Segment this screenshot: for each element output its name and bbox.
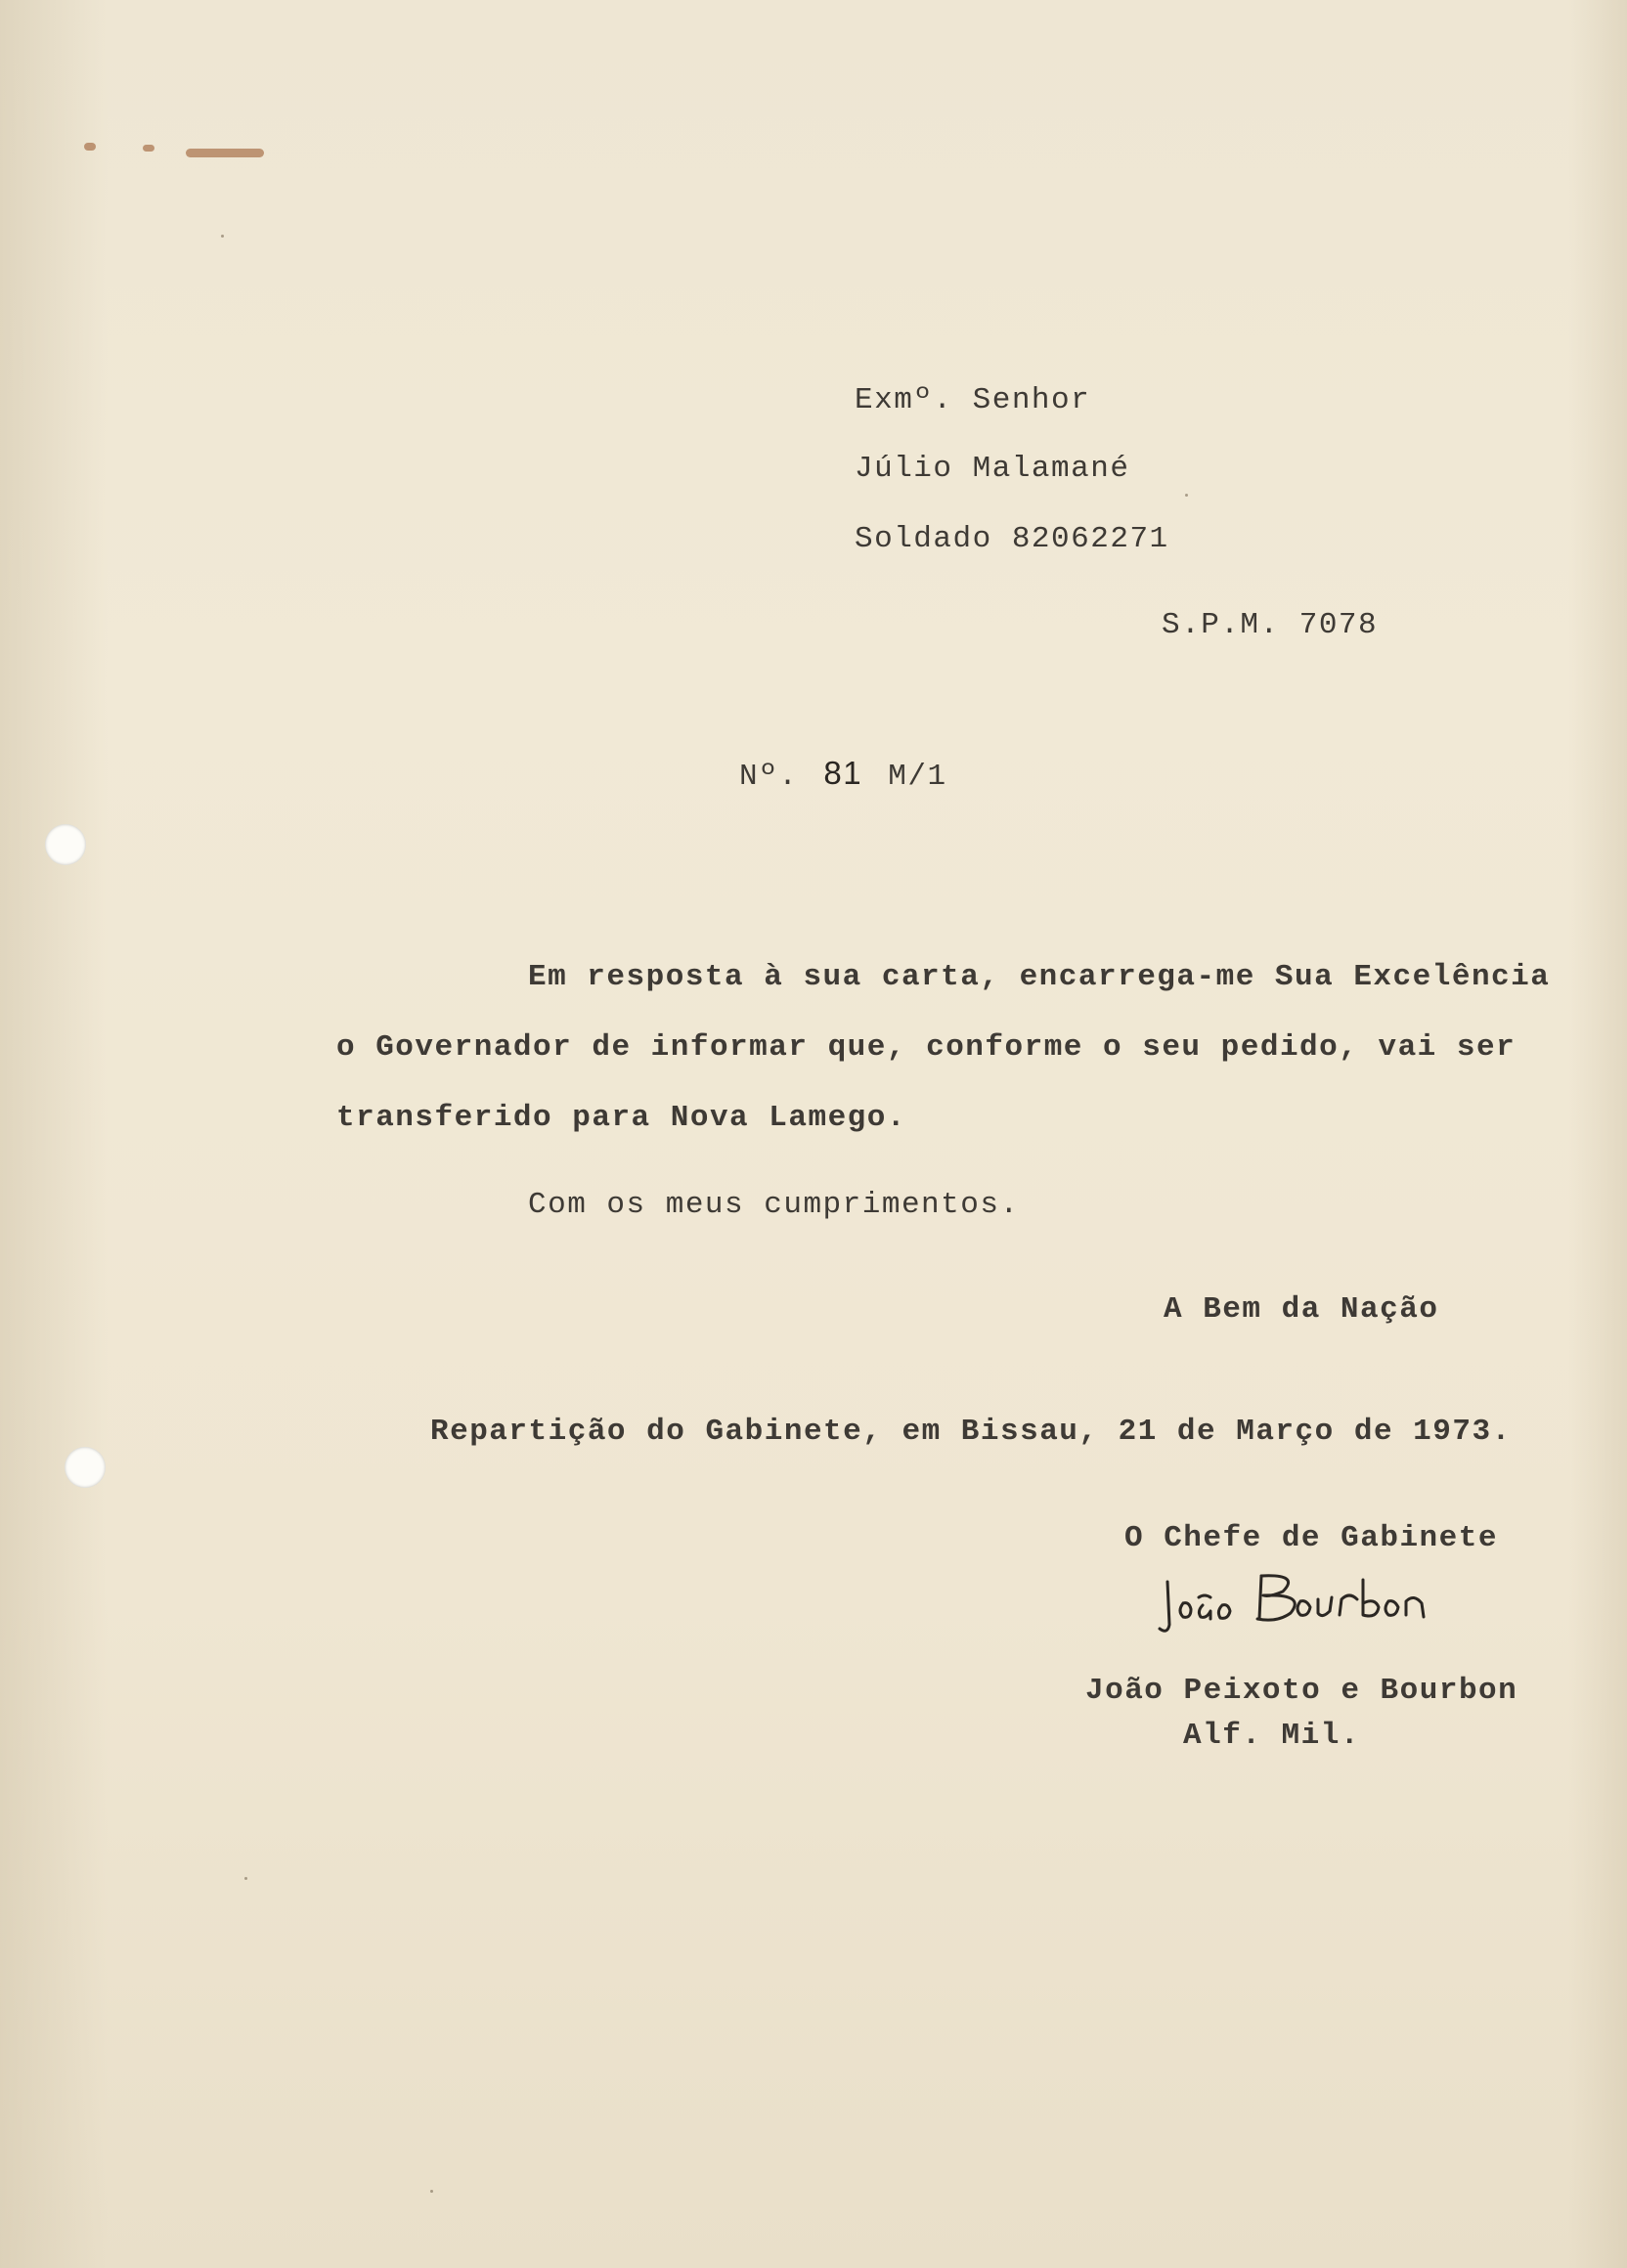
reference-number-line — [739, 755, 947, 794]
reference-number: 81 — [823, 755, 863, 791]
recipient-rank-number: Soldado 82062271 — [855, 522, 1169, 556]
rust-stain — [186, 149, 264, 157]
paper-speck — [430, 2190, 433, 2193]
signer-name: João Peixoto e Bourbon — [1085, 1674, 1518, 1708]
rust-stain — [84, 143, 96, 151]
body-line-2: o Governador de informar que, conforme o seu pedido, vai ser — [336, 1030, 1517, 1065]
recipient-salutation: Exmº. Senhor — [855, 383, 1091, 417]
paper-speck — [1185, 494, 1188, 497]
paper-speck — [244, 1877, 247, 1880]
recipient-postal: S.P.M. 7078 — [1162, 608, 1379, 642]
body-line-1: Em resposta à sua carta, encarrega-me Sua Excelência — [528, 960, 1551, 994]
handwritten-signature — [1154, 1564, 1447, 1652]
paper-speck — [221, 235, 224, 238]
punch-hole — [45, 824, 86, 865]
office-title: O Chefe de Gabinete — [1124, 1521, 1498, 1555]
reference-prefix: Nº. — [739, 760, 799, 794]
recipient-name: Júlio Malamané — [855, 452, 1130, 486]
body-line-3: transferido para Nova Lamego. — [336, 1101, 906, 1135]
reference-suffix: M/1 — [888, 760, 947, 794]
closing-motto: A Bem da Nação — [1164, 1292, 1439, 1327]
place-date: Repartição do Gabinete, em Bissau, 21 de Março de 1973. — [430, 1415, 1512, 1449]
rust-stain — [143, 145, 154, 152]
body-greeting: Com os meus cumprimentos. — [528, 1188, 1020, 1222]
punch-hole — [65, 1447, 106, 1488]
signer-rank: Alf. Mil. — [1183, 1719, 1360, 1753]
